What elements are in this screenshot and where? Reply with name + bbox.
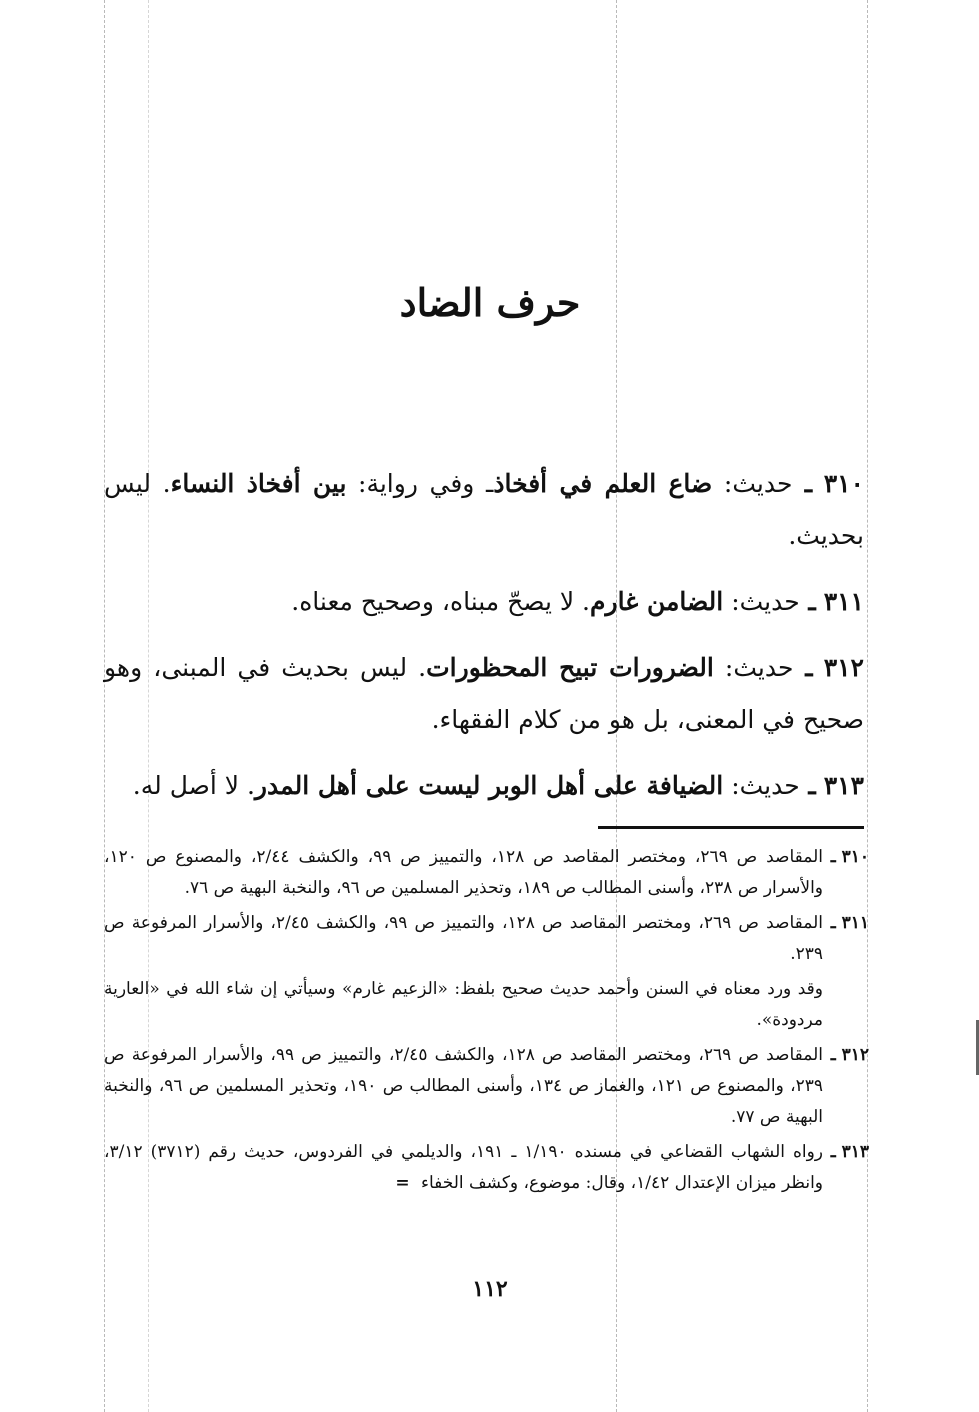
entry-rest: . ليس بحديث في المبنى، وهو صحيح في المعنى، بل هو من كلام الفقهاء.: [104, 653, 864, 734]
hadith-text: الضامن غارم: [590, 587, 724, 616]
entry-rest: . لا أصل له.: [132, 771, 255, 800]
hadith-entry: [104, 642, 864, 746]
footnote: ٣١١ ـ المقاصد ص ٢٦٩، ومختصر المقاصد ص ١٢٨، والتمييز ص ٩٩، والكشف ٢/٤٥، والأسرار المرفوعة ص ٢٣٩.: [104, 913, 869, 964]
footnote-text: رواه الشهاب القضاعي في مسنده ١/١٩٠ ـ ١٩١، والديلمي في الفردوس، حديث رقم (٣٧١٢) ٣/١٢، وانظر ميزان الإعتدال ١/٤٢، وقال: موضوع، وكشف الخفاء: [104, 1142, 824, 1193]
footnote-number: ٣١١: [841, 913, 869, 933]
footnote-number: ٣١٣: [841, 1142, 869, 1162]
footnote-note: [104, 974, 869, 1036]
footnote-number: ٣١٢: [841, 1045, 869, 1065]
entry-dash: ـ: [793, 653, 813, 682]
hadith-entry: [104, 760, 864, 812]
page-number: ١١٢: [472, 1276, 508, 1302]
chapter-title: حرف الضاد: [399, 280, 581, 325]
footnotes: [104, 842, 869, 1203]
hadith-text: ضاع العلم في أفخاذ: [493, 469, 713, 498]
footnote: ٣١٠ ـ المقاصد ص ٢٦٩، ومختصر المقاصد ص ١٢٨، والتمييز ص ٩٩، والكشف ٢/٤٤، والمصنوع ص ١٢٠، والأسرار ص ٢٣٨، وأسنى المطالب ص ١٨٩، وتحذير المسلمين ص ٩٦، والنخبة البهية ص ٧٦.: [104, 847, 869, 898]
hadith-text: الضيافة على أهل الوبر ليست على أهل المدر: [254, 771, 724, 800]
footnote-text: المقاصد ص ٢٦٩، ومختصر المقاصد ص ١٢٨، والتمييز ص ٩٩، والكشف ٢/٤٤، والمصنوع ص ١٢٠، والأسرار ص ٢٣٨، وأسنى المطالب ص ١٨٩، وتحذير المسلمين ص ٩٦، والنخبة البهية ص ٧٦.: [104, 847, 823, 898]
entry-number: ٣١٠: [823, 469, 864, 498]
hadith-variant: بين أفخاذ النساء: [170, 469, 347, 498]
entry-verdict: . ليس بحديث.: [104, 469, 864, 550]
hadith-entries: [104, 458, 864, 826]
hadith-text: الضرورات تبيح المحظورات: [426, 653, 714, 682]
entry-dash: ـ: [792, 469, 813, 498]
entry-number: ٣١١: [823, 587, 864, 616]
entry-label: حديث:: [731, 587, 800, 616]
entry-number: ٣١٣: [823, 771, 864, 800]
continuation-mark: =: [395, 1173, 410, 1193]
footnote: ٣١٢ ـ المقاصد ص ٢٦٩، ومختصر المقاصد ص ١٢٨، والكشف ٢/٤٥، والتمييز ص ٩٩، والأسرار المرفوعة ص ٢٣٩، والمصنوع ص ١٢١، والغماز ص ١٣٤، وأسنى المطالب ص ١٩٠، وتحذير المسلمين ص ٩٦، والنخبة البهية ص ٧٧.: [104, 1045, 869, 1127]
entry-label: حديث:: [724, 653, 794, 682]
footnote-text: المقاصد ص ٢٦٩، ومختصر المقاصد ص ١٢٨، والتمييز ص ٩٩، والكشف ٢/٤٥، والأسرار المرفوعة ص ٢٣٩.: [104, 913, 823, 964]
hadith-entry: [104, 576, 864, 628]
entry-dash: ـ: [799, 771, 816, 800]
footnote-text: وقد ورد معناه في السنن وأحمد حديث صحيح بلفظ: «الزعيم غارم» وسيأتي إن شاء الله في «العارية مردودة».: [104, 979, 823, 1030]
footnote-divider: [598, 826, 864, 829]
footnote: ٣١٣ ـ رواه الشهاب القضاعي في مسنده ١/١٩٠ ـ ١٩١، والديلمي في الفردوس، حديث رقم (٣٧١٢) ٣/١٢، وانظر ميزان الإعتدال ١/٤٢، وقال: موضوع، وكشف الخفاء =: [104, 1142, 869, 1193]
entry-dash: ـ: [799, 587, 816, 616]
entry-label: حديث:: [723, 469, 793, 498]
entry-rest: ـ وفي رواية:: [346, 469, 494, 498]
entry-label: حديث:: [731, 771, 800, 800]
footnote-number: ٣١٠: [841, 847, 869, 867]
footnote-text: المقاصد ص ٢٦٩، ومختصر المقاصد ص ١٢٨، والكشف ٢/٤٥، والتمييز ص ٩٩، والأسرار المرفوعة ص ٢٣٩، والمصنوع ص ١٢١، والغماز ص ١٣٤، وأسنى المطالب ص ١٩٠، وتحذير المسلمين ص ٩٦، والنخبة البهية ص ٧٧.: [104, 1045, 823, 1127]
entry-number: ٣١٢: [823, 653, 864, 682]
entry-rest: . لا يصحّ مبناه، وصحيح معناه.: [291, 587, 591, 616]
hadith-entry: [104, 458, 864, 562]
